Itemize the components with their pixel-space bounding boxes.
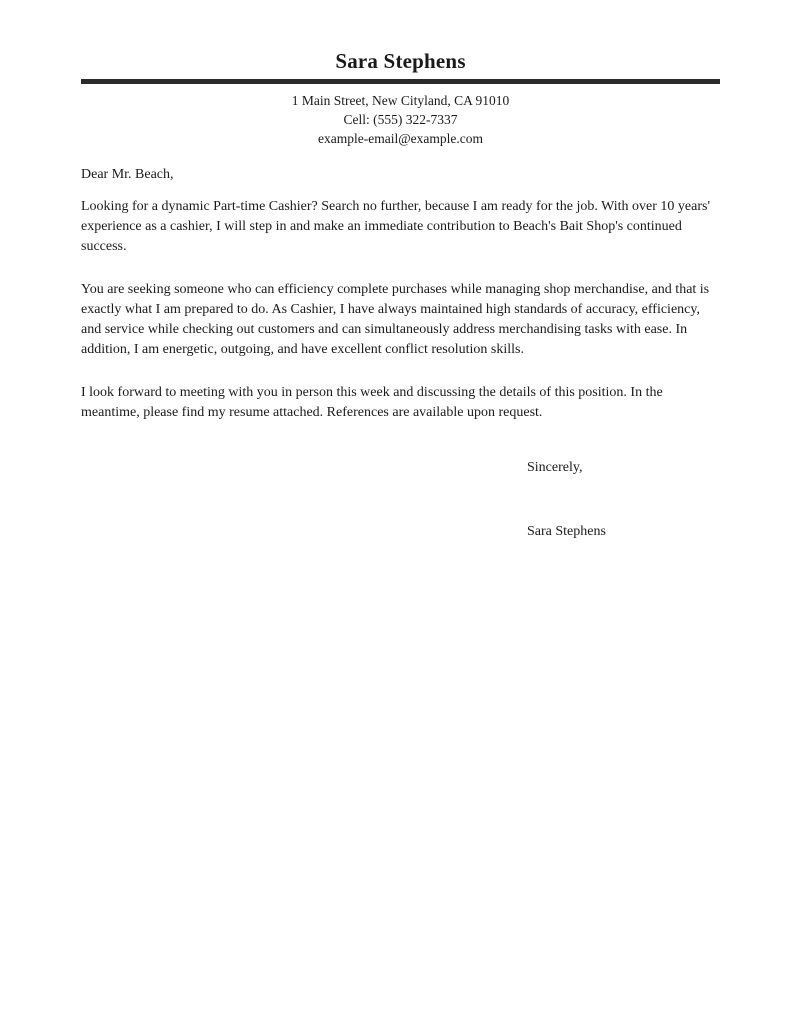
letter-header-name: Sara Stephens (335, 49, 466, 73)
header-double-rule (81, 79, 720, 84)
contact-block (81, 91, 720, 148)
closing-block (527, 458, 720, 542)
contact-email: example-email@example.com (318, 131, 483, 146)
body-paragraph-3: I look forward to meeting with you in person this week and discussing the details of this position. In the meantime, please find my resume attached. References are available upon request. (81, 385, 663, 420)
closing-salutation: Sincerely, (527, 460, 583, 475)
body-paragraph-2: You are seeking someone who can efficiency complete purchases while managing shop merchandise, and that is exactly what I am prepared to do. As Cashier, I have always maintained high standards of accuracy, efficiency, and service while checking out customers and can simultaneously address merchandising tasks with ease. In addition, I am energetic, outgoing, and have excellent conflict resolution skills. (81, 282, 710, 357)
salutation: Dear Mr. Beach, (81, 167, 174, 182)
body-paragraph-1: Looking for a dynamic Part-time Cashier? Search no further, because I am ready for the job. With over 10 years' experience as a cashier, I will step in and make an immediate contribution to Beach's Bait Shop's continued success. (81, 199, 710, 254)
contact-address: 1 Main Street, New Cityland, CA 91010 (291, 93, 510, 108)
cover-letter (81, 48, 720, 542)
contact-phone: Cell: (555) 322-7337 (343, 112, 458, 127)
signature-name: Sara Stephens (527, 524, 606, 539)
